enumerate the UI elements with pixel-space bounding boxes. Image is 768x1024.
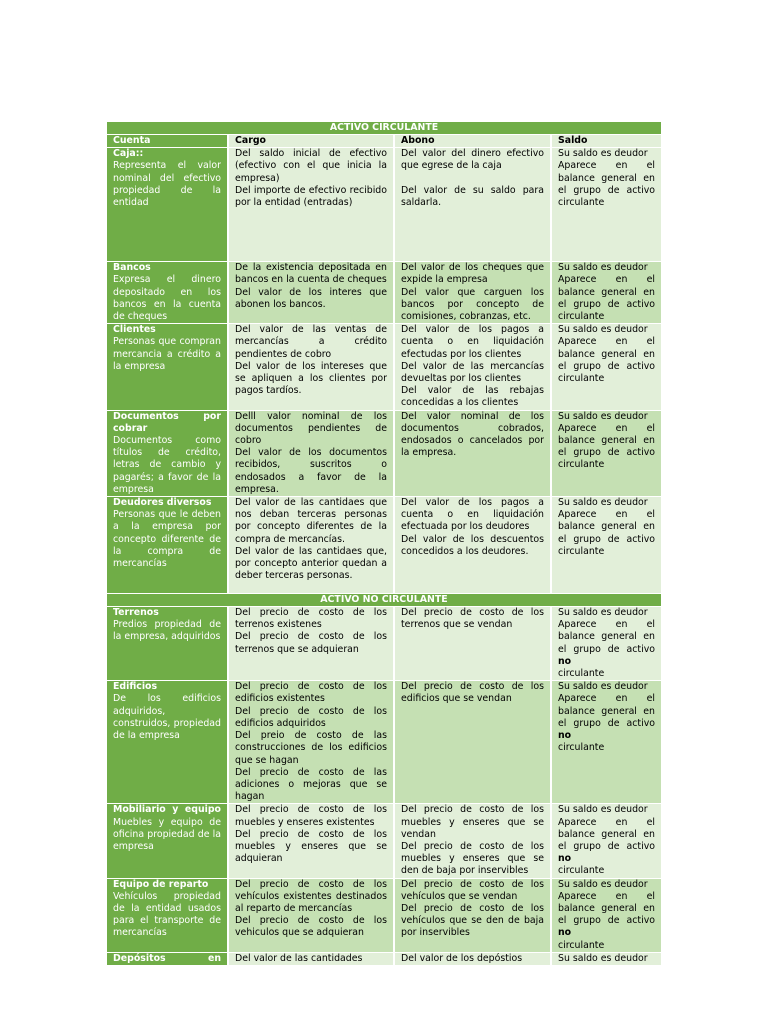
saldo-cell [551, 262, 661, 324]
account-cell [107, 878, 228, 952]
row-caja [107, 148, 661, 262]
cargo-item: Del precio de costo de los terrenos que se adquieran [235, 631, 387, 655]
abono-item: Del valor que carguen los bancos por concepto de comisiones, cobranzas, etc. [401, 286, 544, 323]
cargo-item: De la existencia depositada en bancos en la cuenta de cheques [235, 262, 387, 286]
accounts-table [107, 122, 661, 966]
cargo-item: Del precio de costo de los muebles y enseres existentes [235, 804, 387, 828]
saldo-group: Aparece en el balance general en el grupo de activo circulante [558, 509, 655, 557]
saldo-group: Aparece en el balance general en el grupo de activo circulante [558, 422, 655, 471]
saldo-group [558, 891, 655, 940]
abono-item: Del valor de las rebajas concedidas a los clientes [401, 385, 544, 409]
account-cell [107, 324, 228, 410]
saldo-group-text: Aparece en el balance general en el grupo de activo [558, 619, 655, 655]
account-cell [107, 410, 228, 496]
account-name: Equipo de reparto [113, 878, 209, 890]
row-edificios [107, 681, 661, 804]
cargo-cell [228, 410, 394, 496]
account-description: De los edificios adquiridos, construidos, propiedad de la empresa [113, 693, 221, 742]
saldo-group-text: Aparece en el balance general en el grupo de activo [558, 890, 655, 927]
account-description: Personas que le deben a la empresa por concepto diferente de la compra de mercancías [113, 509, 221, 570]
abono-cell [394, 804, 551, 878]
saldo-group-text: Aparece en el balance general en el grupo de activo [558, 816, 655, 852]
abono-item: Del precio de costo de los muebles y enseres que se den de baja por inservibles [401, 840, 544, 877]
abono-item: Del precio de costo de los vehículos que se den de baja por inservibles [401, 902, 544, 939]
saldo-group [558, 619, 655, 668]
section-title: ACTIVO CIRCULANTE [107, 122, 661, 135]
account-name: Terrenos [113, 607, 159, 619]
account-name: Documentos por cobrar [113, 410, 221, 434]
row-documentos-por-cobrar [107, 410, 661, 496]
abono-cell [394, 497, 551, 594]
saldo-type: Su saldo es deudor [558, 607, 648, 619]
cargo-cell [228, 804, 394, 878]
abono-item: Del valor de los pagos a cuenta o en liquidación efectudas por los clientes [401, 324, 544, 360]
account-name: Caja:: [113, 148, 144, 160]
account-name: Depósitos en [113, 952, 221, 964]
account-description: Vehículos propiedad de la entidad usados para el transporte de mercancías [113, 890, 221, 939]
account-description: Documentos como títulos de crédito, letras de cambio y pagarés; a favor de la empresa [113, 435, 221, 495]
saldo-negation: no [558, 927, 572, 939]
saldo-cell [551, 148, 661, 262]
cargo-cell [228, 607, 394, 681]
abono-item: Del precio de costo de los muebles y enseres que se vendan [401, 804, 544, 840]
saldo-group: Aparece en el balance general en el grupo de activo circulante [558, 274, 655, 323]
header-saldo: Saldo [551, 135, 661, 148]
abono-item: Del valor de los cheques que expide la empresa [401, 262, 544, 286]
abono-item: Del valor nominal de los documentos cobrados, endosados o cancelados por la empresa. [401, 410, 544, 459]
account-name: Edificios [113, 681, 158, 693]
saldo-group: Aparece en el balance general en el grupo de activo circulante [558, 336, 655, 385]
saldo-type: Su saldo es deudor [558, 262, 648, 274]
cargo-item: Del valor de las ventas de mercancías a crédito pendientes de cobro [235, 324, 387, 360]
cargo-item: Del saldo inicial de efectivo (efectivo con el que inicia la empresa) [235, 148, 387, 184]
cargo-cell [228, 681, 394, 804]
account-description: Expresa el dinero depositado en los bancos en la cuenta de cheques [113, 274, 221, 323]
cargo-item: Delll valor nominal de los documentos pendientes de cobro [235, 410, 387, 447]
cargo-cell [228, 497, 394, 594]
abono-item: Del valor de los pagos a cuenta o en liquidación efectuada por los deudores [401, 497, 544, 533]
saldo-group-end: circulante [558, 865, 605, 877]
cargo-item: Del valor de los interes que abonen los bancos. [235, 286, 387, 310]
account-cell [107, 681, 228, 804]
cargo-item: Del importe de efectivo recibido por la entidad (entradas) [235, 184, 387, 209]
abono-item: Del valor de las mercancías devueltas por los clientes [401, 360, 544, 385]
account-cell [107, 262, 228, 324]
account-cell [107, 497, 228, 594]
saldo-cell [551, 607, 661, 681]
saldo-group: Aparece en el balance general en el grupo de activo circulante [558, 160, 655, 209]
saldo-negation: no [558, 730, 572, 742]
saldo-cell [551, 497, 661, 594]
saldo-group [558, 817, 655, 866]
abono-item: Del valor de su saldo para saldarla. [401, 184, 544, 208]
cargo-item: Del precio de costo de las adiciones o mejoras que se hagan [235, 766, 387, 803]
abono-cell [394, 148, 551, 262]
saldo-type: Su saldo es deudor [558, 952, 648, 964]
saldo-cell [551, 410, 661, 496]
cargo-item: Del valor de las cantidaes que nos deban terceras personas por concepto diferentes de la compra de mercancías. [235, 497, 387, 545]
account-cell [107, 607, 228, 681]
abono-item: Del valor de los descuentos concedidos a los deudores. [401, 533, 544, 557]
account-name: Mobiliario y equipo [113, 804, 221, 816]
saldo-cell [551, 878, 661, 952]
row-bancos [107, 262, 661, 324]
saldo-group-text: Aparece en el balance general en el grupo de activo [558, 693, 655, 729]
cargo-item: Del valor de las cantidaes que, por concepto anterior quedan a deber terceras personas. [235, 545, 387, 582]
account-description: Representa el valor nominal del efectivo propiedad de la entidad [113, 160, 221, 209]
account-description: Predios propiedad de la empresa, adquiridos [113, 619, 221, 643]
saldo-type: Su saldo es deudor [558, 681, 648, 693]
saldo-group-end: circulante [558, 939, 605, 951]
row-depositos-en [107, 952, 661, 965]
abono-item: Del precio de costo de los terrenos que se vendan [401, 607, 544, 631]
cargo-item: Del precio de costo de los muebles y enseres que se adquieran [235, 828, 387, 865]
row-clientes [107, 324, 661, 410]
saldo-cell [551, 804, 661, 878]
abono-item: Del valor del dinero efectivo que egrese de la caja [401, 148, 544, 172]
header-row [107, 135, 661, 148]
cargo-item: Del valor de los documentos recibidos, suscritos o endosados a favor de la empresa. [235, 447, 387, 495]
cargo-item: Del preio de costo de las construcciones de los edificios que se hagan [235, 730, 387, 766]
cargo-item: Del precio de costo de los terrenos existenes [235, 607, 387, 631]
saldo-group-end: circulante [558, 668, 605, 680]
row-terrenos [107, 607, 661, 681]
cargo-cell [228, 952, 394, 965]
saldo-negation: no [558, 853, 572, 865]
cargo-cell [228, 878, 394, 952]
abono-cell [394, 952, 551, 965]
cargo-cell [228, 262, 394, 324]
header-abono: Abono [394, 135, 551, 148]
abono-cell [394, 681, 551, 804]
account-cell [107, 804, 228, 878]
saldo-type: Su saldo es deudor [558, 148, 648, 160]
header-cargo: Cargo [228, 135, 394, 148]
row-deudores-diversos [107, 497, 661, 594]
account-cell [107, 148, 228, 262]
saldo-type: Su saldo es deudor [558, 878, 648, 890]
saldo-negation: no [558, 655, 572, 667]
abono-cell [394, 324, 551, 410]
abono-item: Del precio de costo de los vehículos que se vendan [401, 878, 544, 902]
account-description: Personas que compran mercancia a crédito a la empresa [113, 336, 221, 372]
saldo-cell [551, 681, 661, 804]
cargo-item: Del precio de costo de los edificios existentes [235, 681, 387, 705]
abono-cell [394, 410, 551, 496]
cargo-item: Del precio de costo de los vehiculos que se adquieran [235, 915, 387, 939]
cargo-item: Del precio de costo de los edificios adquiridos [235, 705, 387, 729]
section-activo-circulante [107, 122, 661, 135]
section-title: ACTIVO NO CIRCULANTE [107, 594, 661, 607]
abono-item: Del valor de los depóstios [401, 952, 523, 964]
section-activo-no-circulante [107, 594, 661, 607]
cargo-cell [228, 324, 394, 410]
saldo-cell [551, 324, 661, 410]
row-mobiliario-y-equipo [107, 804, 661, 878]
abono-cell [394, 262, 551, 324]
abono-cell [394, 878, 551, 952]
account-name: Deudores diversos [113, 497, 212, 509]
account-description: Muebles y equipo de oficina propiedad de la empresa [113, 816, 221, 852]
account-name: Bancos [113, 262, 151, 274]
saldo-type: Su saldo es deudor [558, 497, 648, 509]
header-cuenta: Cuenta [107, 135, 228, 148]
abono-item: Del precio de costo de los edificios que se vendan [401, 681, 544, 705]
abono-spacer [401, 173, 544, 185]
saldo-type: Su saldo es deudor [558, 324, 648, 336]
account-cell [107, 952, 228, 965]
saldo-group-end: circulante [558, 742, 605, 754]
saldo-cell [551, 952, 661, 965]
cargo-item: Del valor de las cantidades [235, 952, 363, 964]
saldo-type: Su saldo es deudor [558, 804, 648, 816]
saldo-group [558, 693, 655, 742]
cargo-item: Del precio de costo de los vehículos existentes destinados al reparto de mercancías [235, 878, 387, 914]
row-equipo-de-reparto [107, 878, 661, 952]
saldo-type: Su saldo es deudor [558, 410, 648, 422]
cargo-cell [228, 148, 394, 262]
cargo-item: Del valor de los intereses que se apliquen a los clientes por pagos tardíos. [235, 360, 387, 397]
abono-cell [394, 607, 551, 681]
account-name: Clientes [113, 324, 156, 336]
